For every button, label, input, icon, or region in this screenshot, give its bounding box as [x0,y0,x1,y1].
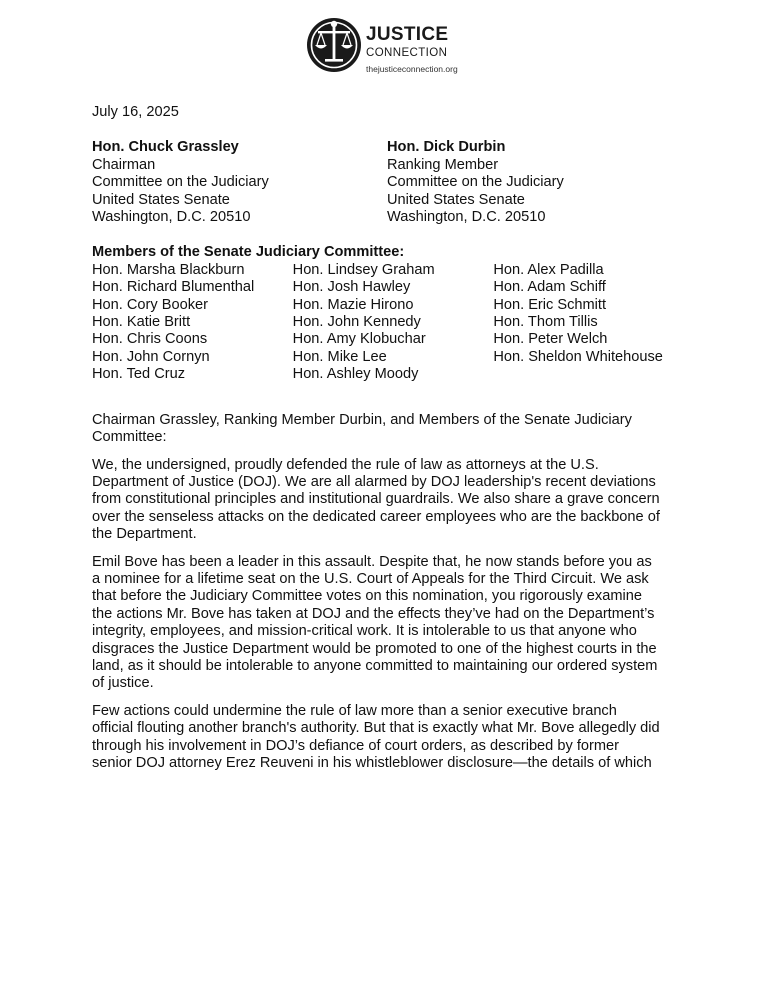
letter-date: July 16, 2025 [92,104,179,120]
logo-url: thejusticeconnection.org [366,64,458,74]
logo-title: JUSTICE [366,24,449,45]
paragraph-line: Department of Justice (DOJ). We are all alarmed by DOJ leadership's recent deviations [92,473,656,490]
member-name: Hon. Thom Tillis [493,314,598,331]
paragraph-line: of justice. [92,675,154,692]
member-name: Hon. Ashley Moody [292,366,419,383]
member-name: Hon. Adam Schiff [493,279,606,296]
addressee-line: United States Senate [387,191,525,208]
addressee-name: Hon. Dick Durbin [387,139,506,156]
member-name: Hon. Cory Booker [92,296,208,313]
paragraph-line: integrity, employees, and mission-critical work. It is intolerable to us that anyone who [92,623,637,640]
member-name: Hon. Chris Coons [92,331,208,348]
salutation-line: Chairman Grassley, Ranking Member Durbin, and Members of the Senate Judiciary [92,411,632,428]
member-name: Hon. Peter Welch [493,331,608,348]
paragraph-line: disgraces the Justice Department would be promoted to one of the highest courts in the [92,640,657,657]
salutation-line: Committee: [92,429,167,446]
paragraph-line: Emil Bove has been a leader in this assault. Despite that, he now stands before you as [92,553,652,570]
paragraph-line: over the senseless attacks on the dedicated career employees who are the backbone of [92,508,660,525]
member-name: Hon. Amy Klobuchar [292,331,426,348]
addressee-durbin [387,139,682,226]
member-name: Hon. Eric Schmitt [493,296,607,313]
member-name: Hon. Ted Cruz [92,366,186,383]
salutation [92,412,682,447]
paragraph-2 [92,554,684,693]
member-name: Hon. Lindsey Graham [292,261,435,278]
paragraph-line: official flouting another branch's authority. But that is exactly what Mr. Bove allegedly did [92,720,660,737]
members-column-1 [92,262,293,384]
paragraph-line: from constitutional principles and institutional guardrails. We also share a grave concern [92,491,660,508]
logo-subtitle: CONNECTION [366,47,448,59]
paragraph-3 [92,703,684,773]
member-name: Hon. John Kennedy [292,314,421,331]
member-name: Hon. Alex Padilla [493,261,604,278]
member-name: Hon. John Cornyn [92,348,210,365]
member-name: Hon. Josh Hawley [292,279,411,296]
paragraph-line: Few actions could undermine the rule of law more than a senior executive branch [92,702,617,719]
addressee-line: Washington, D.C. 20510 [387,209,546,226]
member-name: Hon. Marsha Blackburn [92,261,245,278]
paragraph-line: the Department. [92,526,197,543]
paragraph-line: through his involvement in DOJ’s defiance of court orders, as described by former [92,737,619,754]
addressee-block [92,139,692,226]
member-name: Hon. Katie Britt [92,314,191,331]
members-heading: Members of the Senate Judiciary Committee: [92,244,405,261]
paragraph-1 [92,457,684,544]
paragraph-line: We, the undersigned, proudly defended the rule of law as attorneys at the U.S. [92,456,599,473]
paragraph-line: a nominee for a lifetime seat on the U.S. Court of Appeals for the Third Circuit. We ask [92,570,649,587]
addressee-line: Washington, D.C. 20510 [92,209,251,226]
members-column-3 [493,262,692,384]
member-name: Hon. Sheldon Whitehouse [493,348,663,365]
addressee-line: Ranking Member [387,156,499,173]
addressee-line: Committee on the Judiciary [387,174,564,191]
addressee-line: Committee on the Judiciary [92,174,269,191]
paragraph-line: senior DOJ attorney Erez Reuveni in his whistleblower disclosure—the details of which [92,755,652,771]
paragraph-line: that before the Judiciary Committee votes on this nomination, you rigorously examine [92,588,642,605]
members-columns [92,262,692,384]
member-name: Hon. Richard Blumenthal [92,279,255,296]
committee-members [92,244,692,383]
addressee-grassley [92,139,387,226]
member-name: Hon. Mike Lee [292,348,387,365]
paragraph-line: the actions Mr. Bove has taken at DOJ and the effects they’ve had on the Department’s [92,605,655,622]
members-column-2 [293,262,494,384]
addressee-name: Hon. Chuck Grassley [92,139,239,156]
justice-connection-logo [306,14,476,76]
scales-of-justice-icon [306,14,362,74]
addressee-line: United States Senate [92,191,230,208]
member-name: Hon. Mazie Hirono [292,296,414,313]
letter-body [92,104,692,782]
paragraph-line: land, as it should be intolerable to anyone committed to maintaining our ordered system [92,657,658,674]
addressee-line: Chairman [92,156,156,173]
